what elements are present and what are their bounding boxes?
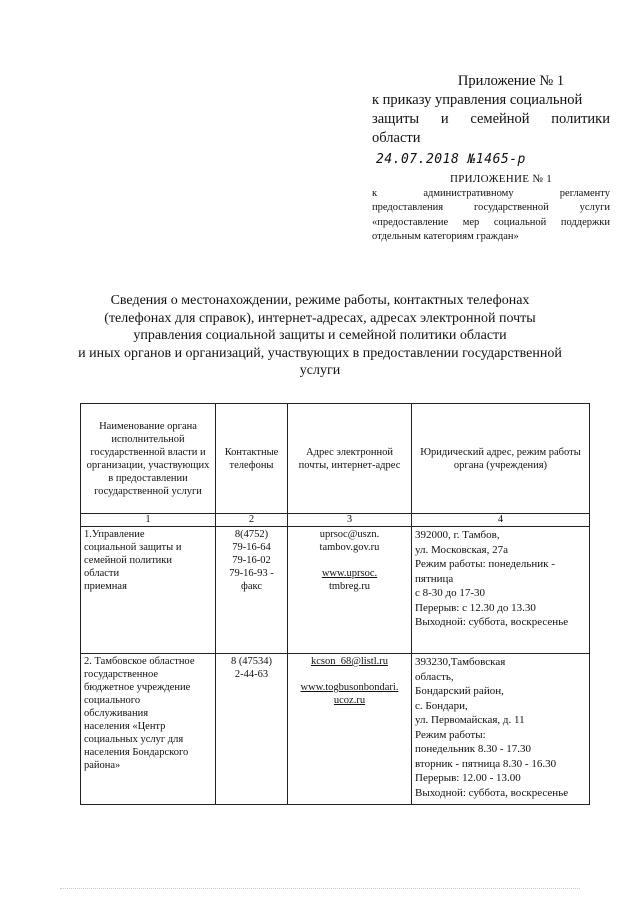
org-name-line: населения Бондарского [84,747,189,758]
org-name-line: государственное [84,669,159,680]
org-name-line: обслуживания [84,708,149,719]
address-line: понедельник 8.30 - 17.30 [415,743,532,755]
address-line: 393230,Тамбовская [415,656,506,668]
address-cell [412,527,590,654]
header-phones: Контактные телефоны [216,404,288,514]
phone-line: 8(4752) [234,529,269,540]
column-number: 1 [81,514,216,527]
address-line: Перерыв: с 12.30 до 13.30 [415,601,536,614]
org-name-line: области [84,568,120,579]
address-line: ул. Московская, 27а [415,543,508,556]
address-line: Выходной: суббота, воскресенье [415,616,569,628]
phone-line: факс [241,581,262,592]
document-heading [40,292,600,380]
address-line: Режим работы: понедельник - [415,558,555,570]
appendix2-line1: к административному регламенту [372,187,610,199]
appendix2-title: ПРИЛОЖЕНИЕ № 1 [449,173,552,185]
phone-line: 79-16-02 [232,555,271,566]
email-web-cell [288,654,412,805]
address-line: ул. Первомайская, д. 11 [415,714,525,726]
org-name-line: 1.Управление [84,529,145,540]
org-name-line: семейной политики [84,555,173,566]
address-line: вторник - пятница 8.30 - 16.30 [415,757,557,770]
website-link[interactable]: ucoz.ru [333,695,366,706]
appendix2-line3: «предоставление мер социальной поддержки [372,216,610,228]
address-line: 392000, г. Тамбов, [415,529,500,541]
appendix1-line2: защиты и семейной политики [372,111,610,127]
address-line: Бондарский район, [415,685,504,697]
phone-line: 79-16-93 - [229,568,274,579]
phone-line: 2-44-63 [234,669,269,680]
org-name-line: приемная [84,581,127,592]
spacer [291,668,408,681]
appendix1-block [372,72,610,169]
address-line: область, [415,670,454,683]
address-line: Выходной: суббота, воскресенье [415,786,569,799]
appendix2-line2: предоставления государственной услуги [372,202,610,213]
table-row [81,527,590,654]
address-cell [412,654,590,805]
appendix2-block [372,172,610,245]
handwritten-date-number: 24.07.2018 №1465-р [376,152,526,167]
email-link[interactable]: uprsoc@uszn. [319,529,380,540]
org-name-line: социальной защиты и [84,542,182,553]
address-line: Режим работы: [415,728,486,741]
org-name-line: населения «Центр [84,721,166,732]
table-header-row [81,404,590,514]
org-name-line: социального [84,695,141,706]
column-number: 3 [288,514,412,527]
header-organization: Наименование органа исполнительной государственной власти и организации, участвующих в предоставлении государственной услуги [81,404,216,514]
appendix1-line1: к приказу управления социальной [372,92,583,108]
table-number-row [81,514,590,527]
org-name-line: социальных услуг для [84,734,184,745]
email-link[interactable]: tambov.gov.ru [319,542,380,553]
heading-line: Сведения о местонахождении, режиме работы, контактных телефонах [110,293,530,308]
phone-line: 79-16-64 [232,542,271,553]
scan-edge-divider [60,888,580,889]
website-link[interactable]: www.uprsoc. [321,568,378,579]
phones-cell [216,654,288,805]
header-address: Юридический адрес, режим работы органа (учреждения) [412,404,590,514]
appendix1-title: Приложение № 1 [457,73,565,89]
heading-line: (телефонах для справок), интернет-адресах, адресах электронной почты [104,310,536,326]
email-link[interactable]: kcson_68@listl.ru [310,656,389,667]
heading-line: управления социальной защиты и семейной политики области [133,328,507,343]
org-name-cell [81,527,216,654]
org-name-line: бюджетное учреждение [84,682,191,693]
address-line: с. Бондари, [415,699,468,712]
info-table [80,403,590,805]
address-line: Перерыв: 12.00 - 13.00 [415,772,521,784]
website-link[interactable]: tmbreg.ru [328,581,371,592]
heading-line: услуги [299,363,341,378]
org-name-cell [81,654,216,805]
address-line: с 8-30 до 17-30 [415,587,486,599]
appendix1-line3: области [372,130,421,146]
spacer [291,554,408,567]
phones-cell [216,527,288,654]
email-web-cell [288,527,412,654]
header-email-web: Адрес электронной почты, интернет-адрес [288,404,412,514]
heading-line: и иных органов и организаций, участвующих в предоставлении государственной [78,345,562,361]
org-name-line: района» [84,760,121,771]
column-number: 2 [216,514,288,527]
org-name-line: 2. Тамбовское областное [84,656,195,667]
table-row [81,654,590,805]
website-link[interactable]: www.togbusonbondari. [300,682,399,693]
address-line: пятница [415,572,454,585]
phone-line: 8 (47534) [230,656,273,667]
appendix2-line4: отдельным категориям граждан» [372,231,519,242]
column-number: 4 [412,514,590,527]
